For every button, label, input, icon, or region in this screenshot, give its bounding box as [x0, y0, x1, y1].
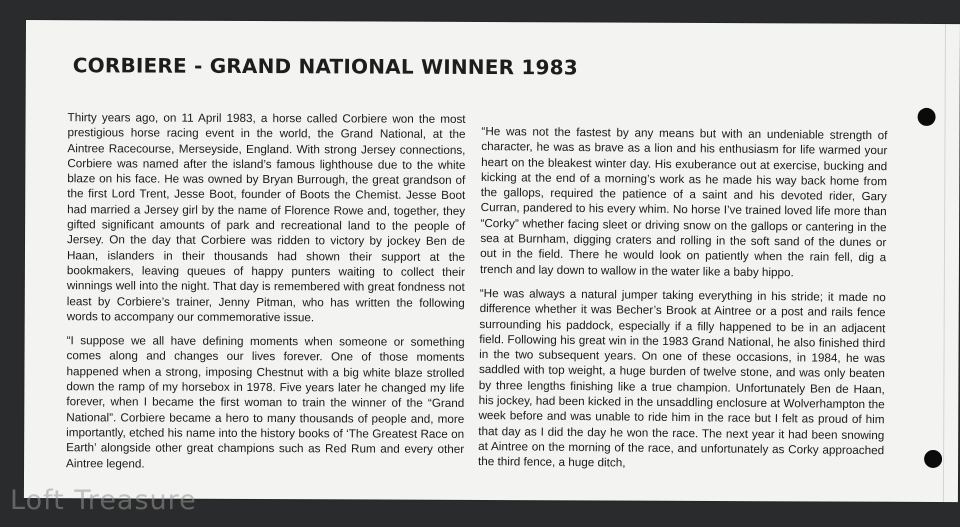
paragraph: “He was always a natural jumper taking everything in his stride; it made no difference whether it was Becher’s Brook at Aintree or a post and rails fence surrounding his paddock, especially if a filly happened to be in an adjacent field. Following his great win in the 1983 Grand National, he also finished third in the two subsequent years. On one of these occasions, in 1984, he was saddled with top weight, a huge burden of twelve stone, and was only beaten by three lengths finishing like a true champion. Unfortunately Ben de Haan, his jockey, had been kicked in the unsaddling enclosure at Wolverhampton the week before and was unable to ride him in the race but I felt as proud of him that day as I did the day he won the race. The next year it had been snowing at Aintree on the morning of the race, and unfortunately as Corky approached the third fence, a huge ditch, — [477, 286, 886, 470]
right-text-column — [478, 124, 888, 483]
left-text-column — [66, 110, 466, 482]
watermark: Loft Treasure — [10, 485, 197, 516]
paragraph: “He was not the fastest by any means but with an undeniable strength of character, he was as brave as a lion and his enthusiasm for life warmed your heart on the bleakest winter day. His exuberance out at exercise, bucking and kicking at the end of a morning’s work as he made his way back home from the gallops, required the patience of a saint and his devoted rider, Gary Curran, pandered to his every whim. No horse I’ve trained loved life more than “Corky” whether facing sleet or driving snow on the gallops or cantering in the sea at Burnham, digging craters and rolling in the soft sand of the dunes or out in the field. There he would look on patiently when the rain fell, dig a trench and lay down to wallow in the water like a baby hippo. — [479, 124, 888, 279]
paragraph: “I suppose we all have defining moments when someone or something comes along and changes our lives forever. One of those moments happened when a strong, imposing Chestnut with a big white blaze strolled down the ramp of my horsebox in 1978. Five years later he changed my life forever, when I became the first woman to train the winner of the “Grand National”. Corbiere became a hero to many thousands of people and, more importantly, etched his name into the history books of ‘The Greatest Race on Earth’ alongside other great champions such as Red Rum and every other Aintree legend. — [66, 334, 465, 471]
binder-hole-top — [918, 108, 936, 126]
binder-hole-bottom — [924, 450, 942, 468]
page-title: CORBIERE - GRAND NATIONAL WINNER 1983 — [72, 53, 578, 80]
paragraph: Thirty years ago, on 11 April 1983, a horse called Corbiere won the most prestigious horse racing event in the world, the Grand National, at the Aintree Racecourse, Merseyside, England. With strong Jersey connections, Corbiere was named after the island’s famous lighthouse due to the white blaze on his face. He was owned by Bryan Burrough, the great grandson of the first Lord Trent, Jesse Boot, founder of Boots the Chemist. Jesse Boot had married a Jersey girl by the name of Florence Rowe and, together, they gifted significant amounts of park and recreational land to the people of Jersey. On the day that Corbiere was ridden to victory by jockey Ben de Haan, islanders in their thousands had shown their support at the bookmakers, leaving queues of happy punters waiting to collect their winnings well into the night. That day is remembered with great fondness not least by Corbiere’s trainer, Jenny Pitman, who has written the following words to accompany our commemorative issue. — [66, 111, 466, 325]
booklet-page — [24, 20, 960, 502]
